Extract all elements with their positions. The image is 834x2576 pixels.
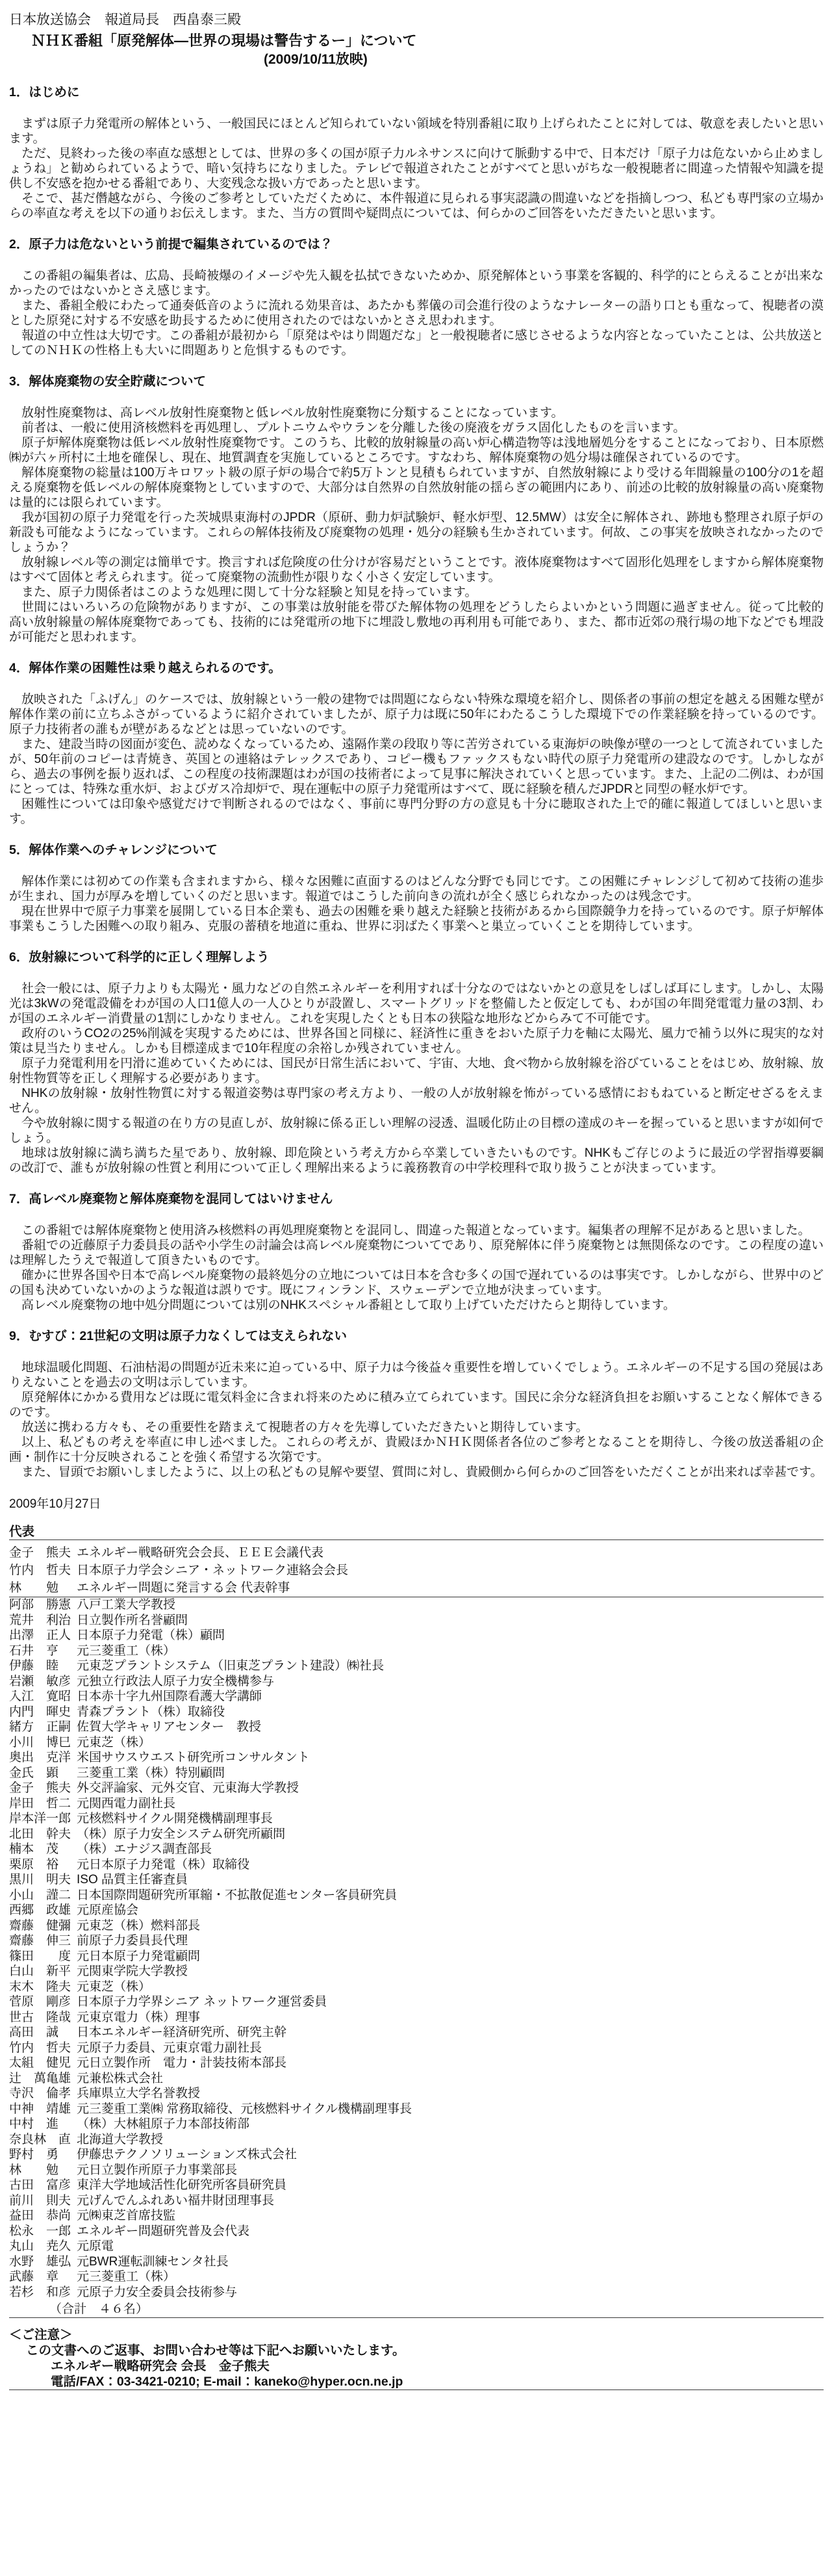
section-heading: 4．解体作業の困難性は乗り越えられるのです。 (9, 661, 281, 675)
paragraph: 原子力発電利用を円滑に進めていくためには、国民が日常生活において、宇宙、大地、食べ物から放射線を浴びていることをはじめ、放射線、放射性物質等を正しく理解する必要があります。 (9, 1057, 824, 1085)
signatory-row (9, 1918, 824, 1934)
paragraph: 番組での近藤原子力委員長の話や小学生の討論会は高レベル廃棄物についてであり、原発解体に伴う廃棄物とは無関係なのです。この程度の違いは理解したうえで報道して頂きたいものです。 (9, 1239, 824, 1267)
signatory-row (9, 1597, 824, 1613)
bottom-margin (9, 2390, 824, 2576)
signatory-row (9, 1735, 824, 1751)
sections (9, 85, 824, 1480)
person-name: 太組 健児 (9, 2056, 71, 2070)
person-affiliation: 東洋大学地域活性化研究所客員研究員 (77, 2178, 287, 2192)
person-affiliation: 元関西電力副社長 (77, 1796, 176, 1810)
person-name: 竹内 哲夫 (9, 1564, 71, 1577)
person-name: 阿部 勝憲 (9, 1598, 71, 1612)
person-name: 入江 寛昭 (9, 1690, 71, 1703)
person-affiliation: エネルギー戦略研究会会長、ＥＥＥ会議代表 (77, 1546, 324, 1560)
signatory-row (9, 2254, 824, 2270)
signatory-row (9, 1964, 824, 1979)
signatory-row (9, 1888, 824, 1903)
signatory-row (9, 2041, 824, 2056)
signatory-row (9, 2117, 824, 2132)
representatives-list (9, 1544, 824, 1597)
signatory-row (9, 1719, 824, 1735)
section-heading: 9．むすび：21世紀の文明は原子力なくしては支えられない (9, 1329, 348, 1343)
person-affiliation: 八戸工業大学教授 (77, 1598, 176, 1612)
person-affiliation: 日本原子力発電（株）顧問 (77, 1629, 225, 1642)
section-heading: 7．高レベル廃棄物と解体廃棄物を混同してはいけません (9, 1192, 333, 1206)
person-name: 金氏 顕 (9, 1766, 59, 1780)
paragraph: 地球温暖化問題、石油枯渇の問題が近未来に迫っている中、原子力は今後益々重要性を増していくでしょう。エネルギーの不足する国の発展はありえないことを過去の文明は示しています。 (9, 1361, 824, 1389)
person-affiliation: 元東芝（株） (77, 1735, 151, 1749)
signatory-row (9, 1579, 824, 1597)
signatory-row (9, 1766, 824, 1781)
person-affiliation: 元関東学院大学教授 (77, 1964, 188, 1978)
person-name: 奥出 克洋 (9, 1751, 71, 1764)
person-affiliation: 元東京電力（株）理事 (77, 2010, 201, 2024)
closing-date: 2009年10月27日 (9, 1497, 101, 1511)
person-affiliation: 元げんでんふれあい福井財団理事長 (77, 2193, 275, 2208)
paragraph: また、建設当時の図面が変色、読めなくなっているため、遠隔作業の段取り等に苦労されている東海炉の映像が壁の一つとして流されていましたが、50年前のコピーは青焼き、英国との連絡はテレックスであり、コピー機もファックスもない時代の原子力発電所の建設なのです。しかしながら、過去の事例を振り返れば、この程度の技術課題はわが国の技術者によって見事に解決されていくと思っています。また、上記の二例は、わが国にとっては、特殊な重水炉、およびガス冷却炉で、現在運転中の原子力発電所はすべて、既に経験を積んだJPDRと同型の軽水炉です。 (9, 738, 824, 796)
person-name: 寺沢 倫孝 (9, 2087, 71, 2100)
person-affiliation: 元東芝プラントシステム（旧東芝プラント建設）㈱社長 (77, 1659, 385, 1673)
person-name: 古田 富彦 (9, 2178, 71, 2192)
person-affiliation: （株）大林組原子力本部技術部 (77, 2117, 250, 2131)
notice-contact-phone-email: 電話/FAX：03-3421-0210; E-mail：kaneko@hyper.ocn.ne.jp (51, 2375, 403, 2389)
signatory-row (9, 1933, 824, 1949)
signatory-row (9, 1705, 824, 1720)
notice-line: この文書へのご返事、お問い合わせ等は下記へお願いいたします。 (26, 2343, 405, 2358)
person-affiliation: 元原子力委員、元東京電力副社長 (77, 2041, 262, 2055)
signatory-row (9, 2163, 824, 2178)
person-affiliation: 伊藤忠テクノソリューションズ株式会社 (77, 2148, 297, 2161)
person-affiliation: 元BWR運転訓練センタ社長 (77, 2254, 229, 2269)
person-affiliation: 青森プラント（株）取締役 (77, 1705, 225, 1719)
signatory-row (9, 1796, 824, 1812)
person-name: 小山 謹二 (9, 1888, 71, 1902)
person-name: 林 勉 (9, 1581, 59, 1595)
person-name: 前川 則夫 (9, 2193, 71, 2208)
person-affiliation: 元日立製作所 電力・計装技術本部長 (77, 2056, 287, 2070)
person-affiliation: 日本エネルギー経済研究所、研究主幹 (77, 2026, 287, 2039)
signatory-row (9, 1903, 824, 1918)
paragraph: 現在世界中で原子力事業を展開している日本企業も、過去の困難を乗り越えた経験と技術があるから国際競争力を持っているのです。原子炉解体事業もこうした困難への取り組み、克服の蓄積を地道に重ね、世界に羽ばたく事業へと巣立っていくことを期待しています。 (9, 905, 824, 933)
person-affiliation: エネルギー問題研究普及会代表 (77, 2224, 250, 2238)
signatory-row (9, 2224, 824, 2239)
signatory-row (9, 1811, 824, 1827)
person-name: 中村 進 (9, 2117, 59, 2131)
person-affiliation: 元兼松株式会社 (77, 2071, 164, 2085)
person-affiliation: 三菱重工業（株）特別顧問 (77, 1766, 225, 1780)
broadcast-date: (2009/10/11放映) (264, 52, 368, 67)
person-name: 石井 亨 (9, 1643, 59, 1658)
signatory-row (9, 2239, 824, 2254)
signatory-row (9, 1994, 824, 2010)
paragraph: 今や放射線に関する報道の在り方の見直しが、放射線に係る正しい理解の浸透、温暖化防止の目標の達成のキーを握っていると思いますが如何でしょう。 (9, 1116, 824, 1145)
section-heading: 5．解体作業へのチャレンジについて (9, 843, 218, 857)
paragraph: この番組では解体廃棄物と使用済み核燃料の再処理廃棄物とを混同し、間違った報道となっています。編集者の理解不足があると思いました。 (9, 1224, 811, 1237)
signatory-row (9, 1781, 824, 1796)
person-affiliation: 元三菱重工業㈱ 常務取締役、元核燃料サイクル機構副理事長 (77, 2102, 412, 2116)
paragraph: 解体廃棄物の総量は100万キロワット級の原子炉の場合で約5万トンと見積もられていますが、自然放射線により受ける年間線量の100分の1を超える廃棄物を低レベルの解体廃棄物としていますので、大部分は自然界の自然放射能の揺らぎの範囲内にあり、前述の比較的放射線量の高い廃棄物は量的には限られています。 (9, 466, 824, 509)
signatory-row (9, 2010, 824, 2026)
representative-label: 代表 (9, 1525, 35, 1539)
person-name: 高田 誠 (9, 2026, 59, 2039)
person-name: 黒川 明夫 (9, 1873, 71, 1887)
signatory-row (9, 1689, 824, 1705)
person-name: 中神 靖雄 (9, 2102, 71, 2116)
paragraph: 放射線レベル等の測定は簡単です。換言すれば危険度の仕分けが容易だということです。液体廃棄物はすべて固形化処理をしますから解体廃棄物はすべて固体と考えられます。従って廃棄物の流動性が限りなく小さく安定しています。 (9, 556, 824, 584)
person-name: 栗原 裕 (9, 1857, 59, 1872)
paragraph: 放射性廃棄物は、高レベル放射性廃棄物と低レベル放射性廃棄物に分類することになっています。 (9, 406, 564, 420)
person-name: 野村 勇 (9, 2148, 59, 2161)
person-name: 内門 暉史 (9, 1705, 71, 1719)
horizontal-rule (9, 1539, 824, 1540)
person-affiliation: 外交評論家、元外交官、元東海大学教授 (77, 1781, 299, 1795)
person-name: 竹内 哲夫 (9, 2041, 71, 2055)
person-affiliation: 佐賀大学キャリアセンター 教授 (77, 1720, 262, 1734)
person-name: 武藤 章 (9, 2270, 59, 2284)
paragraph: 原子炉解体廃棄物は低レベル放射性廃棄物です。このうち、比較的放射線量の高い炉心構造物等は浅地層処分をすることになっており、日本原燃㈱が六ヶ所村に土地を確保し、現在、地質調査を実施しているところです。すなわち、解体廃棄物の処分場は確保されているのです。 (9, 436, 824, 465)
person-affiliation: 日立製作所名誉顧問 (77, 1613, 188, 1627)
paragraph: 高レベル廃棄物の地中処分問題については別のNHKスペシャル番組として取り上げていただけたらと期待しています。 (9, 1298, 676, 1312)
section-heading: 2．原子力は危ないという前提で編集されているのでは？ (9, 237, 333, 251)
person-name: 白山 新平 (9, 1964, 71, 1978)
paragraph: また、番組全般にわたって通奏低音のように流れる効果音は、あたかも葬儀の司会進行役のようなナレーターの語り口とも重なって、視聴者の漠とした原発に対する不安感を助長するために使用されたのではないかとさえ思われます。 (9, 299, 824, 328)
person-name: 緒方 正嗣 (9, 1720, 71, 1734)
person-name: 林 勉 (9, 2163, 59, 2177)
signatory-total: （合計 ４６名） (49, 2302, 149, 2316)
paragraph: また、冒頭でお願いしましたように、以上の私どもの見解や要望、質問に対し、貴殿側から何らかのご回答をいただくことが出来れば幸甚です。 (9, 1465, 823, 1479)
signatory-row (9, 1949, 824, 1964)
person-name: 北田 幹夫 (9, 1827, 71, 1841)
signatory-row (9, 2178, 824, 2193)
paragraph: この番組の編集者は、広島、長崎被爆のイメージや先入観を払拭できないためか、原発解体という事業を客観的、科学的にとらえることが出来なかったのではないかとさえ感じます。 (9, 269, 824, 298)
person-name: 齋藤 伸三 (9, 1934, 71, 1948)
person-affiliation: エネルギー問題に発言する会 代表幹事 (77, 1581, 290, 1595)
person-name: 末木 隆夫 (9, 1979, 71, 1994)
person-affiliation: （株）エナジス調査部長 (77, 1842, 212, 1856)
signatory-row (9, 2147, 824, 2163)
person-name: 岸田 哲二 (9, 1796, 71, 1810)
section-heading: 6．放射線について科学的に正しく理解しよう (9, 950, 270, 964)
person-affiliation: 元三菱重工（株） (77, 2270, 176, 2284)
paragraph: 地球は放射線に満ち満ちた星であり、放射線、即危険という考え方から卒業していきたいものです。NHKもご存じのように最近の学習指導要綱の改訂で、誰もが放射線の性質と利用について正しく理解出来るように義務教育の中学校理科で取り扱うことが決まっています。 (9, 1146, 824, 1175)
signatory-row (9, 1562, 824, 1579)
horizontal-rule (9, 2317, 824, 2318)
person-affiliation: 元三菱重工（株） (77, 1643, 176, 1658)
paragraph: 前者は、一般に使用済核燃料を再処理し、プルトニウムやウランを分離した後の廃液をガラス固化したものを言います。 (9, 421, 686, 435)
signatories-list (9, 1597, 824, 2300)
person-name: 岩瀬 敏彦 (9, 1674, 71, 1688)
person-name: 篠田 度 (9, 1949, 71, 1963)
paragraph: 確かに世界各国や日本で高レベル廃棄物の最終処分の立地については日本を含む多くの国で遅れているのは事実です。しかしながら、世界中のどの国も決めていないかのような報道は誤りです。既にフィンランド、スウェーデンで立地が決まっています。 (9, 1269, 824, 1297)
person-name: 奈良林 直 (9, 2132, 71, 2146)
document-title: ＮＨＫ番組「原発解体―世界の現場は警告するー」について (31, 32, 417, 49)
signatory-row (9, 1872, 824, 1888)
paragraph: 放送に携わる方々も、その重要性を踏まえて視聴者の方々を先導していただきたいと期待しています。 (9, 1421, 588, 1434)
person-name: 出澤 正人 (9, 1629, 71, 1642)
person-affiliation: 元日立製作所原子力事業部長 (77, 2163, 238, 2177)
paragraph: 社会一般には、原子力よりも太陽光・風力などの自然エネルギーを利用すれば十分なのではないかとの意見をしばしば耳にします。しかし、太陽光は3kWの発電設備をわが国の人口1億人の一人ひとりが設置し、スマートグリッドを整備したと仮定しても、わが国の年間発電電力量の3割、わが国のエネルギー消費量の1割にしかなりません。これを実現したくとも日本の狭隘な地形などからみて不可能です。 (9, 982, 824, 1025)
person-name: 齋藤 健彌 (9, 1918, 71, 1933)
signatory-row (9, 2269, 824, 2285)
person-name: 益田 恭尚 (9, 2209, 71, 2222)
paragraph: 世間にはいろいろの危険物がありますが、この事業は放射能を帯びた解体物の処理をどうしたらよいかという問題に過ぎません。従って比較的高い放射線量の解体廃棄物であっても、技術的には発電所の地下に埋設し敷地の再利用も可能であり、また、都市近郊の飛行場の地下などでも埋設が可能だと思われます。 (9, 600, 824, 644)
paragraph: ただ、見終わった後の率直な感想としては、世界の多くの国が原子力ルネサンスに向けて脈動する中で、日本だけ「原子力は危ないから止めましょうね」と勧められているようで、暗い気持ちになりました。テレビで報道されたことがすべてと思いがちな一般視聴者に間違った情報や知識を提供し不安感を抱かせる番組であり、大変残念な扱い方であったと思います。 (9, 147, 824, 190)
signatory-row (9, 1674, 824, 1690)
signatory-row (9, 1827, 824, 1842)
person-name: 小川 博巳 (9, 1735, 71, 1749)
person-affiliation: 元日本原子力発電顧問 (77, 1949, 201, 1963)
signatory-row (9, 2025, 824, 2041)
section-heading: 3．解体廃棄物の安全貯蔵について (9, 374, 206, 389)
signatory-row (9, 2102, 824, 2117)
paragraph: 報道の中立性は大切です。この番組が最初から「原発はやはり問題だな」と一般視聴者に感じさせるような内容となっていたことは、公共放送としてのＮＨＫの性格上も大いに問題ありと危惧するものです。 (9, 329, 824, 357)
person-name: 荒井 利治 (9, 1613, 71, 1627)
person-affiliation: 元原子力安全委員会技術参与 (77, 2285, 238, 2299)
person-affiliation: 元㈱東芝首席技監 (77, 2209, 176, 2222)
person-name: 松永 一郎 (9, 2224, 71, 2238)
signatory-row (9, 1857, 824, 1873)
paragraph: そこで、甚だ僭越ながら、今後のご参考としていただくために、本件報道に見られる事実認識の間違いなどを指摘しつつ、私ども専門家の立場からの率直な考えを以下の通りお伝えします。また、当方の質問や疑問点については、何らかのご回答をいただきたいと思います。 (9, 192, 824, 220)
recipient-line: 日本放送協会 報道局長 西畠泰三殿 (9, 12, 241, 27)
person-affiliation: 元原産協会 (77, 1903, 139, 1917)
signatory-row (9, 1643, 824, 1659)
person-affiliation: 元東芝（株） (77, 1979, 151, 1994)
section-heading: 1．はじめに (9, 85, 80, 99)
signatory-row (9, 2071, 824, 2087)
signatory-row (9, 1842, 824, 1857)
person-affiliation: 米国サウスウエスト研究所コンサルタント (77, 1751, 310, 1764)
person-affiliation: 元日本原子力発電（株）取締役 (77, 1857, 250, 1872)
paragraph: 政府のいうCO2の25%削減を実現するためには、世界各国と同様に、経済性に重きをおいた原子力を軸に太陽光、風力で補う以外に現実的な対策は見当たりません。しかも目標達成まで10年程度の余裕しか残されていません。 (9, 1027, 824, 1055)
signatory-row (9, 1658, 824, 1674)
paragraph: 解体作業には初めての作業も含まれますから、様々な困難に直面するのはどんな分野でも同じです。この困難にチャレンジして初めて技術の進歩が生まれ、国力が厚みを増していくのだと思います。報道ではこうした前向きの流れが全く感じられなかったのは残念です。 (9, 875, 824, 903)
paragraph: 放映された「ふげん」のケースでは、放射線という一般の建物では問題にならない特殊な環境を紹介し、関係者の事前の想定を越える困難な壁が解体作業の前に立ちふさがっているように紹介されていましたが、原子力は既に50年にわたるこうした環境下での作業経験を持っているのです。原子力技術者の誰もが壁があるなどとは思っていないのです。 (9, 693, 824, 736)
person-name: 辻 萬亀雄 (9, 2071, 71, 2085)
signatory-row (9, 1750, 824, 1766)
paragraph: まずは原子力発電所の解体という、一般国民にほとんど知られていない領域を特別番組に取り上げられたことに対しては、敬意を表したいと思います。 (9, 117, 824, 146)
notice-block (9, 2327, 824, 2389)
notice-header: ＜ご注意＞ (9, 2328, 73, 2342)
paragraph: 我が国初の原子力発電を行った茨城県東海村のJPDR（原研、動力炉試験炉、軽水炉型、12.5MW）は安全に解体され、跡地も整理され原子炉の新設も可能なようになっています。これらの解体技術及び廃棄物の処理・処分の経験も生かされています。何故、この事実を放映されなかったのでしょうか？ (9, 511, 824, 554)
person-affiliation: 元独立行政法人原子力安全機構参与 (77, 1674, 275, 1688)
person-name: 菅原 剛彦 (9, 1995, 71, 2009)
person-name: 丸山 尭久 (9, 2239, 71, 2253)
person-affiliation: ISO 品質主任審査員 (77, 1873, 188, 1887)
person-name: 水野 雄弘 (9, 2254, 71, 2269)
person-affiliation: 元原電 (77, 2239, 114, 2253)
person-affiliation: 日本赤十字九州国際看護大学講師 (77, 1690, 262, 1703)
signatory-row (9, 2285, 824, 2300)
person-affiliation: 前原子力委員長代理 (77, 1934, 188, 1948)
person-affiliation: 日本原子力学会シニア・ネットワーク連絡会会長 (77, 1564, 349, 1577)
person-name: 楠本 茂 (9, 1842, 59, 1856)
person-affiliation: 北海道大学教授 (77, 2132, 164, 2146)
person-affiliation: 日本原子力学界シニア ネットワーク運営委員 (77, 1995, 327, 2009)
signatory-row (9, 2086, 824, 2102)
person-name: 西郷 政雄 (9, 1903, 71, 1917)
person-affiliation: 元核燃料サイクル開発機構副理事長 (77, 1812, 273, 1825)
person-affiliation: （株）原子力安全システム研究所顧問 (77, 1827, 286, 1841)
paragraph: NHKの放射線・放射性物質に対する報道姿勢は専門家の考え方より、一般の人が放射線を怖がっている感情におもねていると断定せざるをえません。 (9, 1087, 824, 1115)
paragraph: 原発解体にかかる費用などは既に電気料金に含まれ将来のために積み立てられています。国民に余分な経済負担をお願いすることなく解体できるのです。 (9, 1391, 824, 1419)
paragraph: 以上、私どもの考えを率直に申し述べました。これらの考えが、貴殿ほかＮＨＫ関係者各位のご参考となることを期待し、今後の放送番組の企画・制作に十分反映されることを強く希望する次第です。 (9, 1436, 824, 1464)
person-affiliation: 兵庫県立大学名誉教授 (77, 2087, 201, 2100)
person-name: 伊藤 睦 (9, 1659, 59, 1673)
signatory-row (9, 1544, 824, 1562)
signatory-row (9, 2132, 824, 2148)
person-name: 金子 熊夫 (9, 1546, 71, 1560)
signatory-row (9, 1979, 824, 1995)
person-affiliation: 日本国際問題研究所軍縮・不拡散促進センター客員研究員 (77, 1888, 398, 1902)
person-name: 金子 熊夫 (9, 1781, 71, 1795)
person-name: 世古 隆哉 (9, 2010, 71, 2024)
person-name: 若杉 和彦 (9, 2285, 71, 2299)
signatory-row (9, 2055, 824, 2071)
signatory-row (9, 1613, 824, 1629)
person-name: 岸本洋一郎 (9, 1812, 71, 1825)
signatory-row (9, 1628, 824, 1643)
paragraph: また、原子力関係者はこのような処理に関して十分な経験と知見を持っています。 (9, 586, 477, 599)
notice-contact-name: エネルギー戦略研究会 会長 金子熊夫 (51, 2359, 270, 2373)
signatory-row (9, 2193, 824, 2209)
signatory-row (9, 2208, 824, 2224)
person-affiliation: 元東芝（株）燃料部長 (77, 1918, 201, 1933)
paragraph: 困難性については印象や感覚だけで判断されるのではなく、事前に専門分野の方の意見も十分に聴取された上で的確に報道してほしいと思います。 (9, 797, 824, 826)
